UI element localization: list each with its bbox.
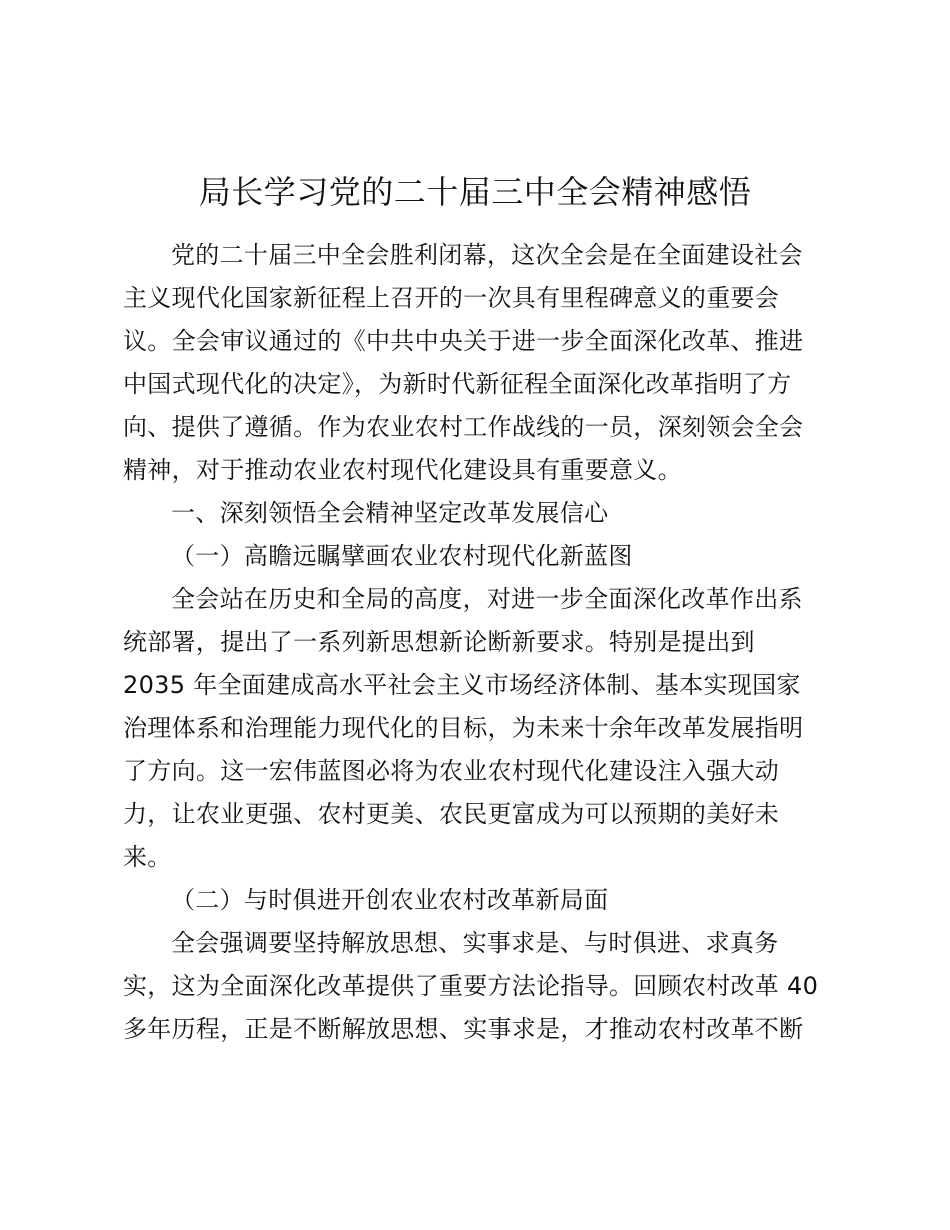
- text-line: 一、深刻领悟全会精神坚定改革发展信心: [171, 499, 609, 527]
- text-line: 中国式现代化的决定》，为新时代新征程全面深化改革指明了方: [123, 370, 792, 398]
- text-line: 议。全会审议通过的《中共中央关于进一步全面深化改革、推进: [123, 327, 804, 355]
- text-line: （二）与时俱进开创农业农村改革新局面: [171, 886, 609, 914]
- document-body: [123, 234, 831, 1051]
- text-line: 全会强调要坚持解放思想、实事求是、与时俱进、求真务: [171, 929, 779, 957]
- text-line: 治理体系和治理能力现代化的目标，为未来十余年改革发展指明: [123, 714, 804, 742]
- text-line: 多年历程，正是不断解放思想、实事求是，才推动农村改革不断: [123, 1015, 804, 1043]
- text-line: 实，这为全面深化改革提供了重要方法论指导。回顾农村改革 40: [123, 972, 819, 1000]
- text-line: 来。: [123, 843, 172, 871]
- text-line: 统部署，提出了一系列新思想新论断新要求。特别是提出到: [123, 628, 755, 656]
- text-line: （一）高瞻远瞩擘画农业农村现代化新蓝图: [171, 542, 633, 570]
- text-line: 力，让农业更强、农村更美、农民更富成为可以预期的美好未: [123, 800, 780, 828]
- text-line: 主义现代化国家新征程上召开的一次具有里程碑意义的重要会: [123, 284, 780, 312]
- text-line: 党的二十届三中全会胜利闭幕，这次全会是在全面建设社会: [171, 241, 803, 269]
- text-line: 精神，对于推动农业农村现代化建设具有重要意义。: [123, 456, 682, 484]
- document-title: 局长学习党的二十届三中全会精神感悟: [198, 173, 752, 211]
- text-line: 2035 年全面建成高水平社会主义市场经济体制、基本实现国家: [123, 671, 801, 699]
- text-line: 全会站在历史和全局的高度，对进一步全面深化改革作出系: [171, 585, 803, 613]
- text-line: 向、提供了遵循。作为农业农村工作战线的一员，深刻领会全会: [123, 413, 804, 441]
- text-line: 了方向。这一宏伟蓝图必将为农业农村现代化建设注入强大动: [123, 757, 780, 785]
